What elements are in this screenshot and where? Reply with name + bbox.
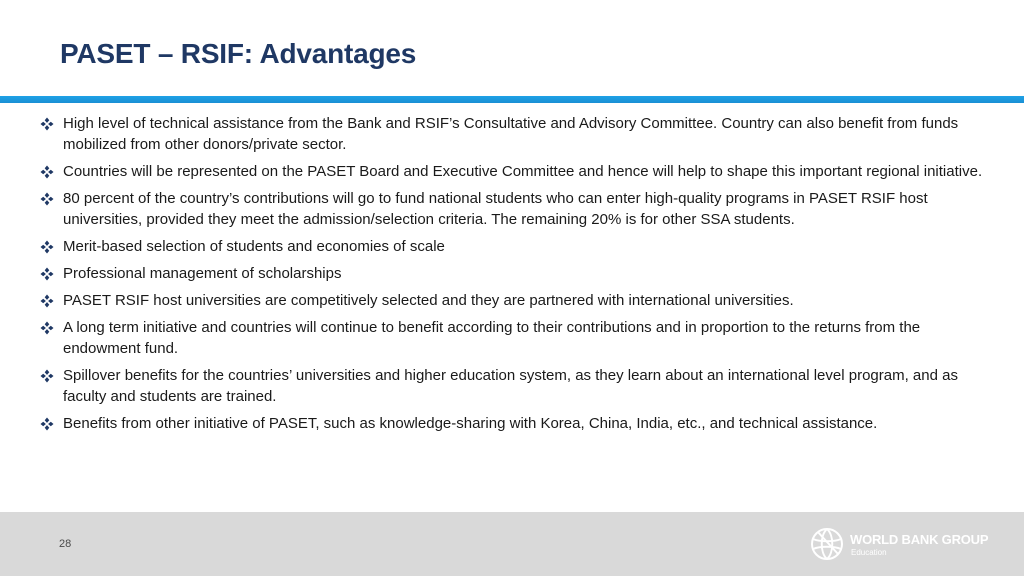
bullet-text: Merit-based selection of students and economies of scale (63, 238, 445, 255)
bullet-text: A long term initiative and countries will continue to benefit according to their contributions and in proportion to the returns from the endowment fund. (63, 319, 921, 357)
bullet-item (40, 161, 1000, 182)
page-number: 28 (59, 538, 72, 550)
slide-footer (0, 512, 1024, 576)
bullet-text: High level of technical assistance from the Bank and RSIF’s Consultative and Advisory Committee. Country can also benefit from funds mobilized from other donors/private sector. (63, 115, 959, 153)
bullet-text: Spillover benefits for the countries’ universities and higher education system, as they learn about an international level program, and as faculty and students are trained. (63, 367, 958, 405)
four-diamond-bullet-icon (40, 113, 63, 134)
logo-subtitle: Education (851, 548, 887, 557)
bullet-item (40, 113, 1000, 155)
bullet-text: Benefits from other initiative of PASET, such as knowledge-sharing with Korea, China, India, etc., and technical assistance. (63, 415, 878, 432)
bullet-text: Countries will be represented on the PASET Board and Executive Committee and hence will help to shape this important regional initiative. (63, 163, 983, 180)
bullet-item (40, 317, 1000, 359)
bullet-item (40, 413, 1000, 434)
bullet-text: PASET RSIF host universities are competitively selected and they are partnered with international universities. (63, 292, 794, 309)
bullet-text: 80 percent of the country’s contributions will go to fund national students who can enter high-quality programs in PASET RSIF host universities, provided they meet the admission/selection criteria. The remaining 20% is for other SSA students. (63, 190, 928, 228)
four-diamond-bullet-icon (40, 236, 63, 257)
four-diamond-bullet-icon (40, 188, 63, 209)
bullet-item (40, 365, 1000, 407)
four-diamond-bullet-icon (40, 263, 63, 284)
four-diamond-bullet-icon (40, 161, 63, 182)
logo-name: WORLD BANK GROUP (850, 532, 989, 547)
bullet-text: Professional management of scholarships (63, 265, 342, 282)
bullet-item (40, 263, 1000, 284)
bullet-item (40, 236, 1000, 257)
bullet-item (40, 188, 1000, 230)
four-diamond-bullet-icon (40, 290, 63, 311)
globe-icon (810, 527, 844, 561)
bullet-list (40, 113, 1000, 440)
world-bank-group-logo (810, 527, 1010, 563)
four-diamond-bullet-icon (40, 317, 63, 338)
slide-title: PASET – RSIF: Advantages (60, 38, 417, 69)
bullet-item (40, 290, 1000, 311)
four-diamond-bullet-icon (40, 413, 63, 434)
four-diamond-bullet-icon (40, 365, 63, 386)
title-underline-bar (0, 96, 1024, 103)
